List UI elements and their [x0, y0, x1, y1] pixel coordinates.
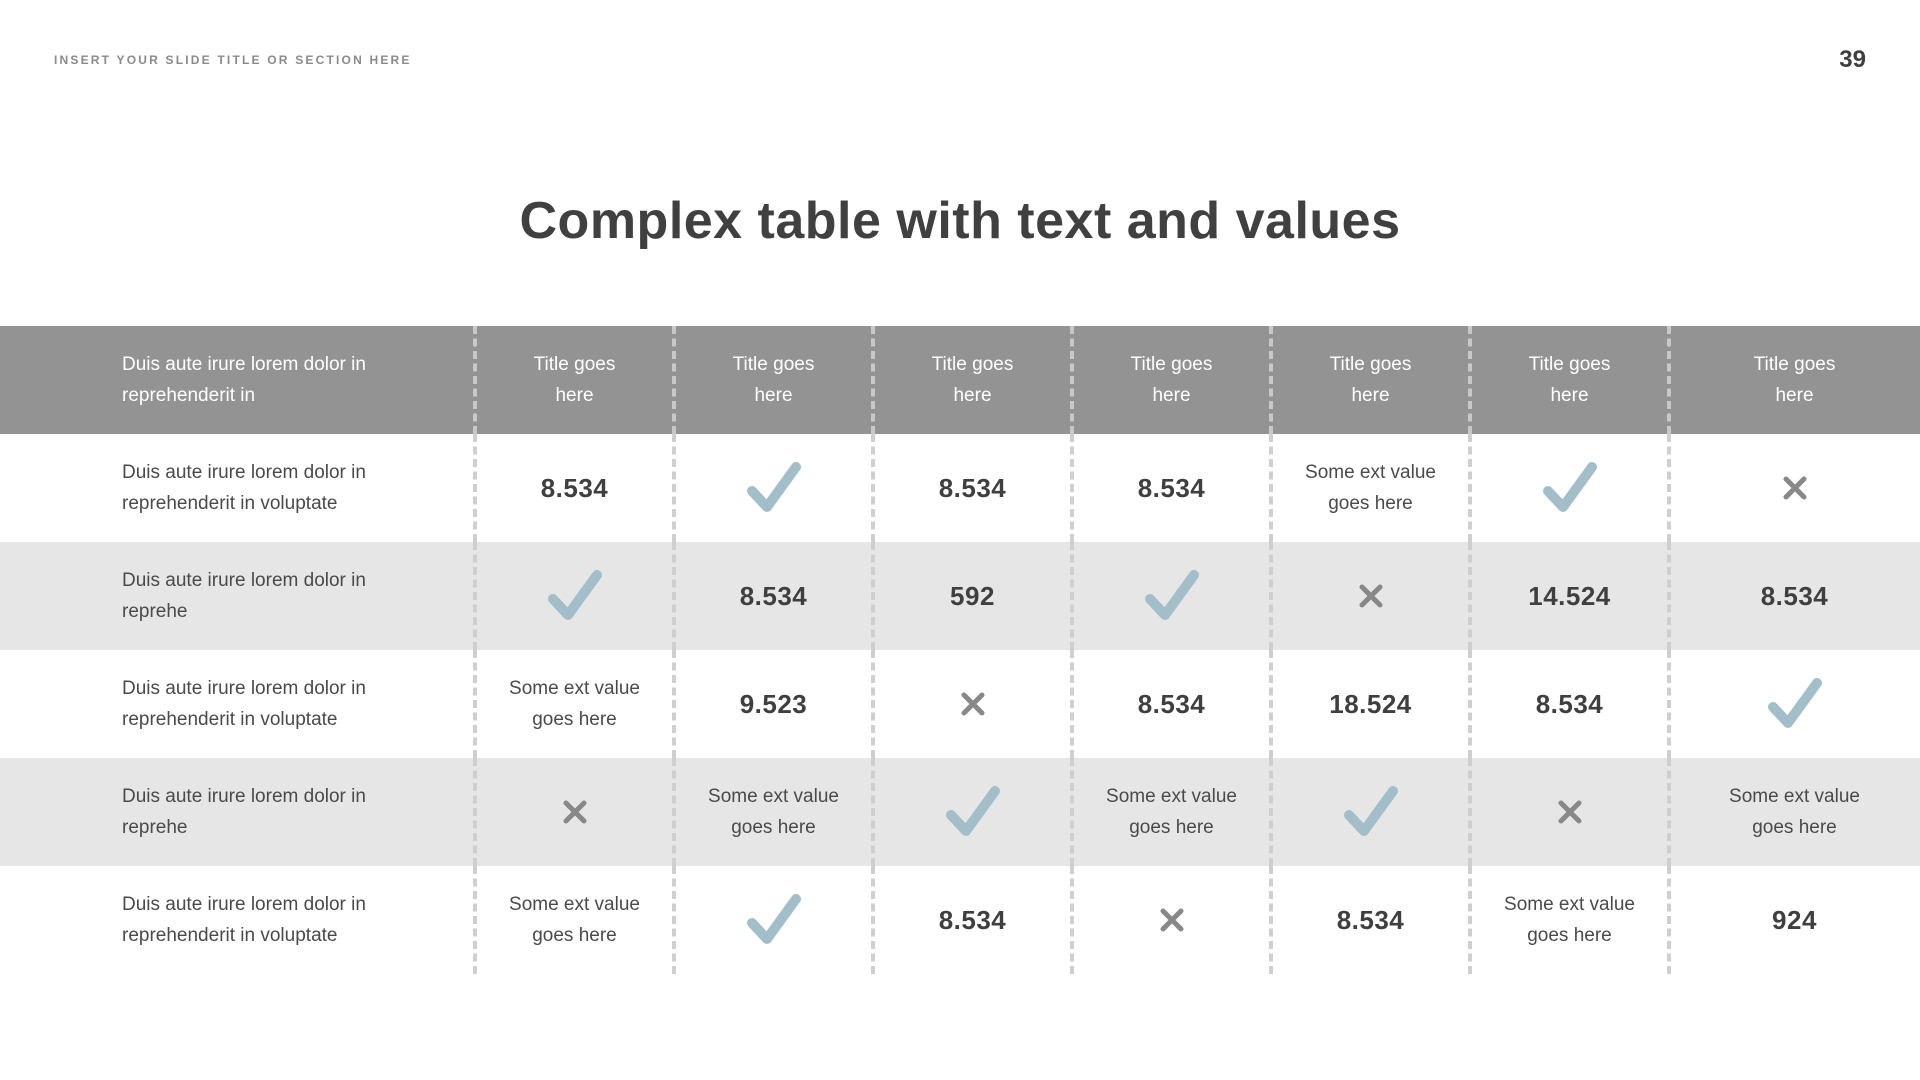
table-cell [674, 650, 873, 758]
row-label: Duis aute irure lorem dolor in reprehe [122, 570, 366, 622]
table-cell [1271, 866, 1470, 974]
check-icon [1144, 568, 1200, 624]
table-cell [475, 650, 674, 758]
header-text: Title goes here [1329, 354, 1412, 406]
cross-icon [562, 799, 588, 825]
row-label-cell [0, 866, 475, 974]
table-cell [873, 758, 1072, 866]
check-icon [1343, 784, 1399, 840]
row-label-cell [0, 650, 475, 758]
header-cell-title [1072, 326, 1271, 434]
page-number: 39 [1839, 46, 1866, 73]
cell-text: Some ext value goes here [509, 678, 640, 730]
check-icon [746, 460, 802, 516]
cell-value: 8.534 [938, 472, 1007, 503]
cross-icon [1358, 583, 1384, 609]
row-label: Duis aute irure lorem dolor in reprehenderit in voluptate [122, 462, 366, 514]
header-text: Title goes here [931, 354, 1014, 406]
header-text: Title goes here [732, 354, 815, 406]
header-cell-label [0, 326, 475, 434]
cross-icon [1557, 799, 1583, 825]
table-cell [674, 542, 873, 650]
table-cell [1470, 650, 1669, 758]
table-cell [1470, 434, 1669, 542]
check-icon [746, 892, 802, 948]
table-cell [873, 542, 1072, 650]
table-cell [674, 866, 873, 974]
row-label: Duis aute irure lorem dolor in reprehenderit in voluptate [122, 894, 366, 946]
table-cell [1669, 650, 1920, 758]
check-icon [547, 568, 603, 624]
cell-value: 8.534 [1137, 688, 1206, 719]
header-text: Title goes here [533, 354, 616, 406]
table-cell [475, 866, 674, 974]
table-cell [873, 650, 1072, 758]
table-cell [1470, 866, 1669, 974]
table-cell [1271, 650, 1470, 758]
header-text: Duis aute irure lorem dolor in reprehenderit in [122, 354, 366, 406]
cross-icon [1159, 907, 1185, 933]
check-icon [945, 784, 1001, 840]
table-cell [1072, 434, 1271, 542]
table-cell [1669, 866, 1920, 974]
table-cell [1669, 434, 1920, 542]
table-cell [1072, 758, 1271, 866]
cell-value: 18.524 [1329, 688, 1412, 719]
table-cell [475, 434, 674, 542]
table-cell [475, 542, 674, 650]
cell-value: 8.534 [1760, 580, 1829, 611]
table-cell [1072, 542, 1271, 650]
cell-value: 8.534 [540, 472, 609, 503]
header-cell-title [475, 326, 674, 434]
cell-value: 8.534 [938, 904, 1007, 935]
cell-text: Some ext value goes here [1305, 462, 1436, 514]
header-cell-title [1669, 326, 1920, 434]
header-cell-title [1470, 326, 1669, 434]
header-text: Title goes here [1753, 354, 1836, 406]
cell-text: Some ext value goes here [1729, 786, 1860, 838]
row-label-cell [0, 758, 475, 866]
table-cell [674, 434, 873, 542]
cross-icon [1782, 475, 1808, 501]
table-cell [475, 758, 674, 866]
table-cell [1072, 866, 1271, 974]
comparison-table [0, 326, 1920, 974]
table-cell [674, 758, 873, 866]
row-label-cell [0, 542, 475, 650]
page-title: Complex table with text and values [519, 192, 1401, 250]
header-text: Title goes here [1528, 354, 1611, 406]
table-cell [1271, 434, 1470, 542]
check-icon [1767, 676, 1823, 732]
cell-value: 8.534 [1535, 688, 1604, 719]
header-cell-title [674, 326, 873, 434]
table-cell [1669, 542, 1920, 650]
table-grid [0, 326, 1920, 974]
section-label: INSERT YOUR SLIDE TITLE OR SECTION HERE [54, 53, 412, 67]
check-icon [1542, 460, 1598, 516]
table-cell [1072, 650, 1271, 758]
cell-text: Some ext value goes here [708, 786, 839, 838]
cell-text: Some ext value goes here [1504, 894, 1635, 946]
table-cell [1271, 542, 1470, 650]
row-label: Duis aute irure lorem dolor in reprehe [122, 786, 366, 838]
cell-value: 8.534 [1336, 904, 1405, 935]
cell-value: 924 [1772, 904, 1817, 935]
row-label-cell [0, 434, 475, 542]
table-cell [1669, 758, 1920, 866]
cell-value: 14.524 [1528, 580, 1611, 611]
header-cell-title [1271, 326, 1470, 434]
cell-text: Some ext value goes here [1106, 786, 1237, 838]
cross-icon [960, 691, 986, 717]
cell-text: Some ext value goes here [509, 894, 640, 946]
table-cell [1470, 542, 1669, 650]
table-cell [1271, 758, 1470, 866]
cell-value: 8.534 [739, 580, 808, 611]
row-label: Duis aute irure lorem dolor in reprehenderit in voluptate [122, 678, 366, 730]
cell-value: 8.534 [1137, 472, 1206, 503]
header-text: Title goes here [1130, 354, 1213, 406]
table-cell [873, 434, 1072, 542]
table-cell [1470, 758, 1669, 866]
header-cell-title [873, 326, 1072, 434]
cell-value: 9.523 [739, 688, 808, 719]
cell-value: 592 [950, 580, 995, 611]
table-cell [873, 866, 1072, 974]
